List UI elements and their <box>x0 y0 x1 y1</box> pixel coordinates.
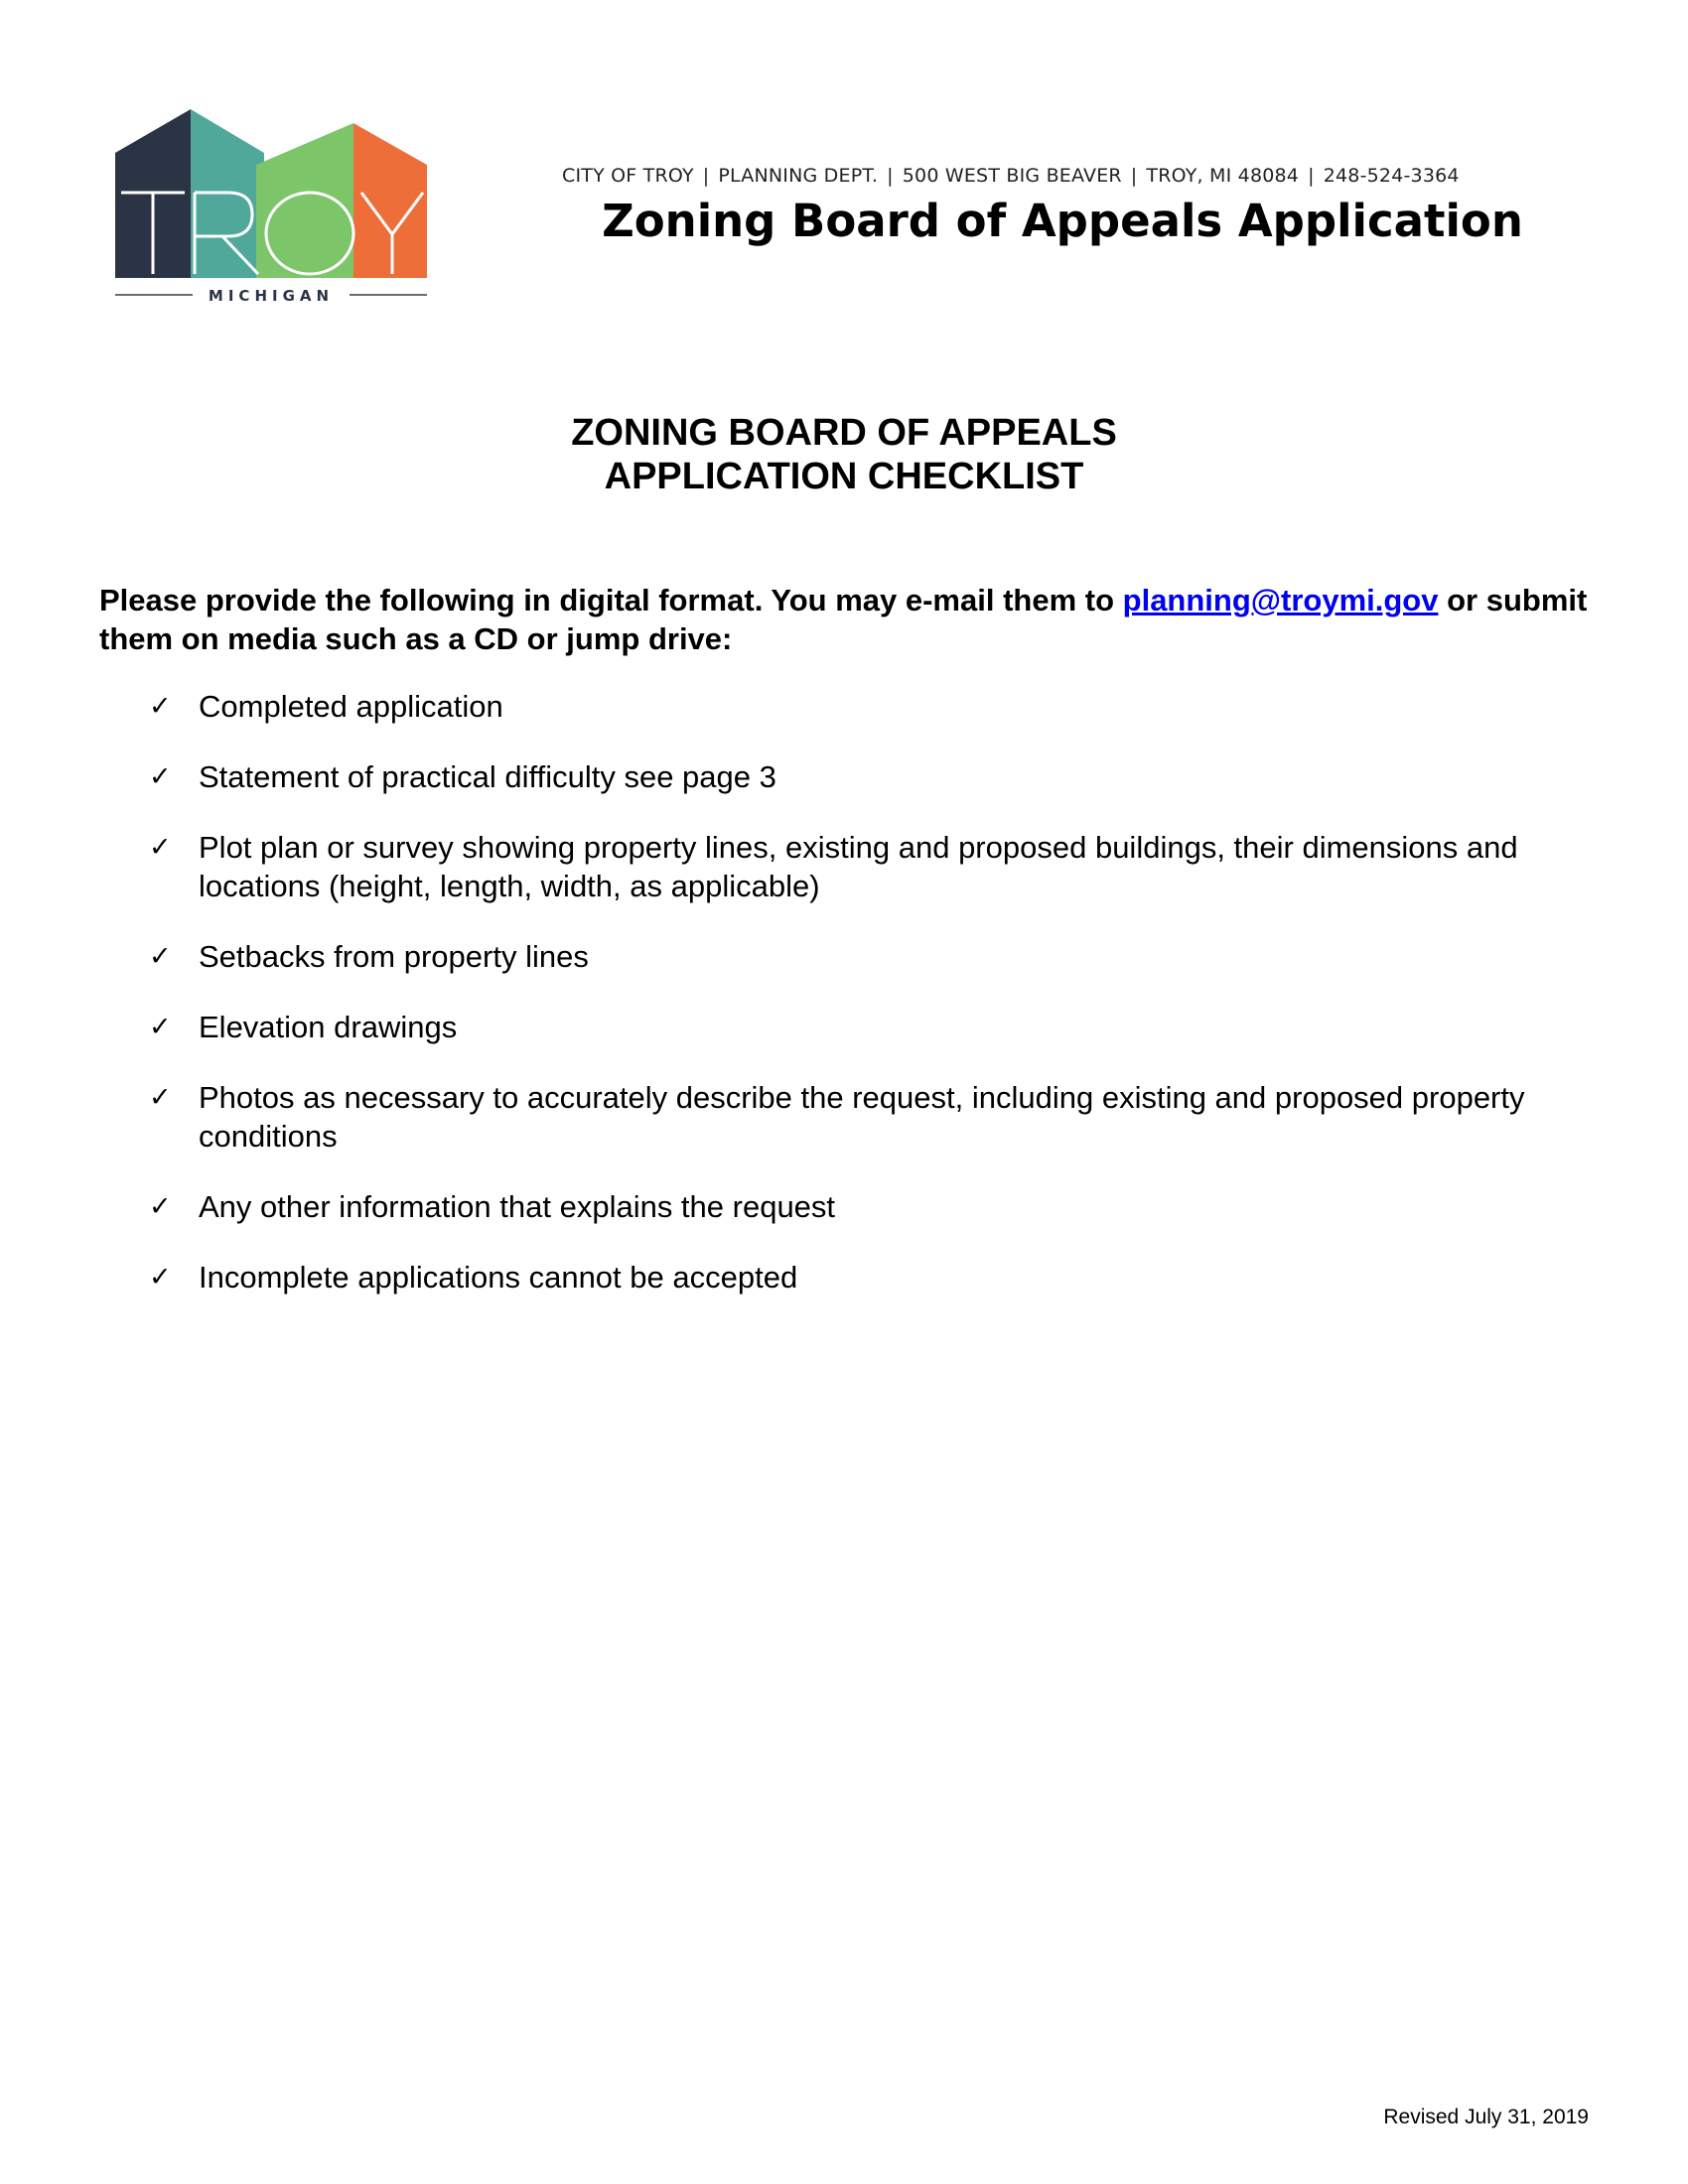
intro-text-before: Please provide the following in digital format. You may e-mail them to <box>99 583 1123 617</box>
revised-date: Revised July 31, 2019 <box>1383 2106 1589 2128</box>
contact-separator: | <box>1130 165 1138 187</box>
list-item <box>149 937 1579 976</box>
list-item-text: Statement of practical difficulty see page 3 <box>199 759 776 794</box>
list-item <box>149 1187 1579 1226</box>
application-title: Zoning Board of Appeals Application <box>602 195 1523 247</box>
list-item <box>149 757 1579 796</box>
checklist <box>149 687 1579 1328</box>
checkmark-icon: ✓ <box>149 832 172 863</box>
header-contact-line <box>562 165 1515 187</box>
list-item <box>149 687 1579 726</box>
contact-city: CITY OF TROY <box>562 165 694 187</box>
list-item-text: Completed application <box>199 689 503 724</box>
checklist-heading-line-1: ZONING BOARD OF APPEALS <box>571 412 1117 454</box>
checkmark-icon: ✓ <box>149 761 172 792</box>
list-item-text: Any other information that explains the request <box>199 1189 836 1224</box>
list-item <box>149 1008 1579 1046</box>
contact-address: 500 WEST BIG BEAVER <box>902 165 1122 187</box>
list-item-text: Plot plan or survey showing property lines, existing and proposed buildings, their dimensions and locations (height, length, width, as applicable) <box>199 830 1518 903</box>
contact-city-state-zip: TROY, MI 48084 <box>1146 165 1300 187</box>
list-item <box>149 1078 1579 1156</box>
checklist-heading <box>348 411 1340 498</box>
checkmark-icon: ✓ <box>149 1262 172 1293</box>
checkmark-icon: ✓ <box>149 691 172 722</box>
list-item-text: Incomplete applications cannot be accepted <box>199 1260 798 1295</box>
contact-phone: 248-524-3364 <box>1323 165 1460 187</box>
intro-text-after: or submit them on media such as a CD or jump drive: <box>99 583 1588 656</box>
checkmark-icon: ✓ <box>149 1191 172 1222</box>
checkmark-icon: ✓ <box>149 1012 172 1042</box>
checklist-heading-line-2: APPLICATION CHECKLIST <box>604 456 1084 497</box>
contact-separator: | <box>702 165 710 187</box>
checkmark-icon: ✓ <box>149 1082 172 1113</box>
logo-subtext: MICHIGAN <box>208 287 335 304</box>
intro-paragraph <box>99 581 1609 658</box>
list-item-text: Photos as necessary to accurately describe the request, including existing and proposed property conditions <box>199 1080 1525 1154</box>
list-item-text: Elevation drawings <box>199 1010 458 1044</box>
list-item <box>149 1258 1579 1297</box>
list-item-text: Setbacks from property lines <box>199 939 589 974</box>
planning-email-link[interactable]: planning@troymi.gov <box>1122 583 1439 617</box>
list-item <box>149 828 1579 905</box>
troy-michigan-logo <box>111 105 431 304</box>
contact-dept: PLANNING DEPT. <box>718 165 879 187</box>
contact-separator: | <box>887 165 894 187</box>
checkmark-icon: ✓ <box>149 941 172 972</box>
contact-separator: | <box>1308 165 1315 187</box>
